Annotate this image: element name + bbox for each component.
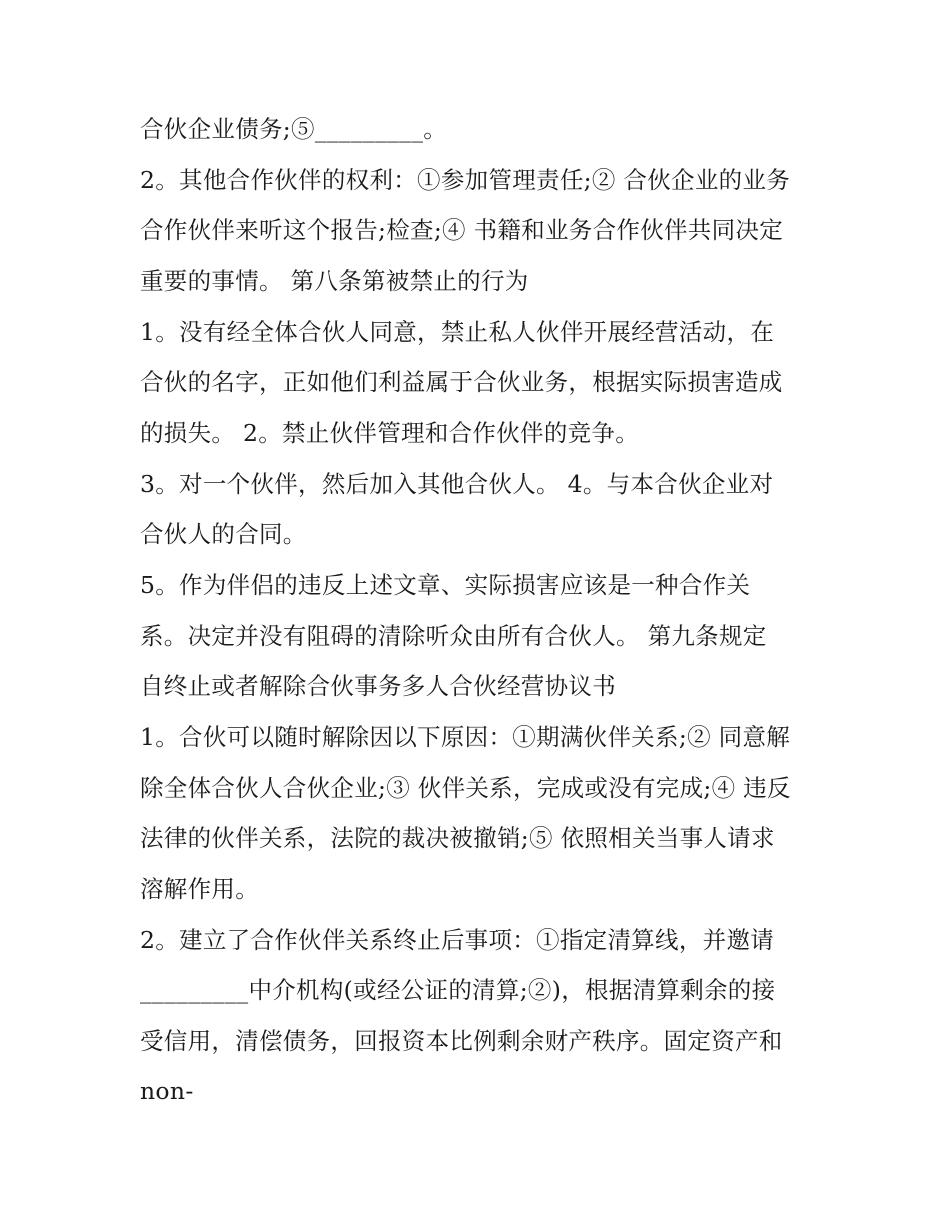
text-line: 合作伙伴来听这个报告;检查;④ 书籍和业务合作伙伴共同决定 — [140, 216, 784, 244]
text-line: 1。合伙可以随时解除因以下原因：①期满伙伴关系;② 同意解 — [140, 723, 791, 751]
text-line: 合伙的名字，正如他们利益属于合伙业务，根据实际损害造成 — [140, 368, 783, 396]
text-line: 受信用，清偿债务，回报资本比例剩余财产秩序。固定资产和 — [140, 1027, 783, 1055]
text-line: 合伙企业债务;⑤_________。 — [140, 115, 448, 143]
text-line: non- — [140, 1077, 194, 1105]
text-line: 自终止或者解除合伙事务多人合伙经营协议书 — [140, 672, 616, 700]
text-line: 的损失。 2。禁止伙伴管理和合作伙伴的竞争。 — [140, 419, 640, 447]
text-line: 2。建立了合作伙伴关系终止后事项：①指定清算线，并邀请 — [140, 926, 775, 954]
text-line: 重要的事情。 第八条第被禁止的行为 — [140, 267, 529, 295]
text-line: 1。没有经全体合伙人同意，禁止私人伙伴开展经营活动，在 — [140, 318, 775, 346]
text-line: 除全体合伙人合伙企业;③ 伙伴关系，完成或没有完成;④ 违反 — [140, 774, 791, 802]
text-line: 溶解作用。 — [140, 875, 259, 903]
text-line: _________中介机构(或经公证的清算;②)，根据清算剩余的接 — [140, 976, 776, 1004]
text-line: 2。其他合作伙伴的权利：①参加管理责任;② 合伙企业的业务 — [140, 166, 791, 194]
text-line: 法律的伙伴关系，法院的裁决被撤销;⑤ 依照相关当事人请求 — [140, 824, 775, 852]
text-line: 系。决定并没有阻碍的清除听众由所有合伙人。 第九条规定 — [140, 622, 767, 650]
text-line: 3。对一个伙伴，然后加入其他合伙人。 4。与本合伙企业对 — [140, 470, 774, 498]
text-line: 合伙人的合同。 — [140, 520, 307, 548]
text-line: 5。作为伴侣的违反上述文章、实际损害应该是一种合作关 — [140, 571, 751, 599]
